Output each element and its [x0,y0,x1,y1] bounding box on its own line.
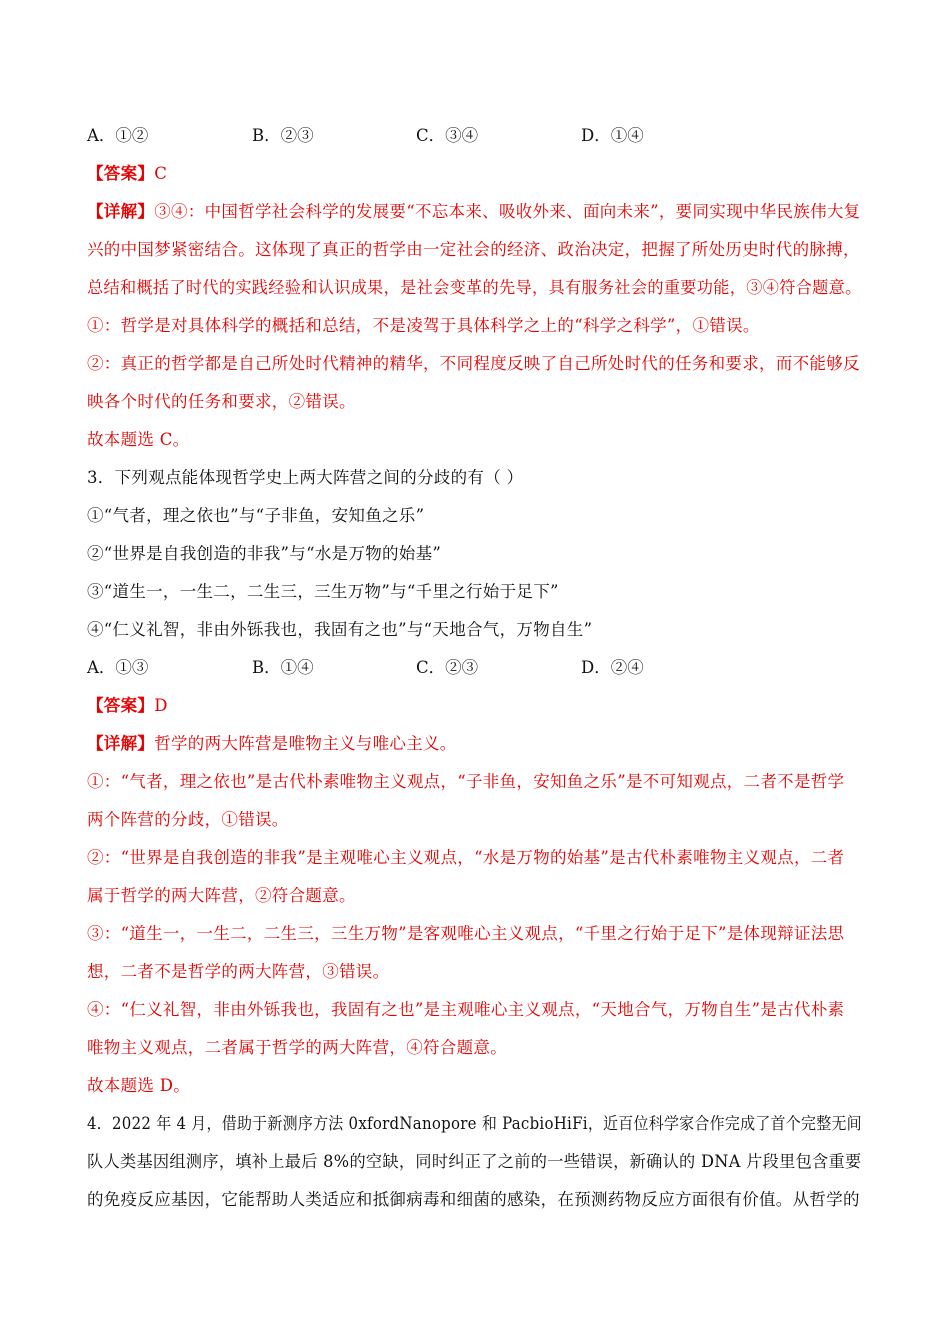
detail-text: 哲学的两大阵营是唯物主义与唯心主义。 [154,734,457,753]
q2-detail-line: ②：真正的哲学都是自己所处时代精神的精华，不同程度反映了自己所处时代的任务和要求，而不能够反 [87,354,860,373]
q2-conclusion: 故本题选 C。 [87,430,190,449]
q3-item: ③“道生一，一生二，二生三，三生万物”与“千里之行始于足下” [87,582,559,601]
answer-label: 【答案】 [87,696,155,715]
q2-option-c: C．③④ [416,126,479,145]
q3-detail-line: ③：“道生一，一生二，二生三，三生万物”是客观唯心主义观点，“千里之行始于足下”是体现辩证法思 [87,924,845,943]
q2-option-b: B．②③ [252,126,314,145]
q2-detail-line: 兴的中国梦紧密结合。这体现了真正的哲学由一定社会的经济、政治决定，把握了所处历史时代的脉搏， [87,240,860,259]
q3-detail-line [87,730,457,754]
q2-detail-line: 总结和概括了时代的实践经验和认识成果，是社会变革的先导，具有服务社会的重要功能，③④符合题意。 [87,278,862,297]
answer-value: D [154,696,168,715]
detail-text: ③④：中国哲学社会科学的发展要“不忘本来、吸收外来、面向未来”，要同实现中华民族伟大复 [154,202,861,221]
q3-detail-line: 属于哲学的两大阵营，②符合题意。 [87,886,356,905]
q2-answer [87,160,167,184]
q2-detail-line [87,198,860,222]
q2-option-d: D．①④ [581,126,644,145]
detail-label: 【详解】 [87,734,155,753]
answer-value: C [154,164,168,183]
q3-option-d: D．②④ [581,658,644,677]
q4-stem-line: 的免疫反应基因，它能帮助人类适应和抵御病毒和细菌的感染，在预测药物反应方面很有价值。从哲学的 [87,1190,860,1209]
q3-stem: 3．下列观点能体现哲学史上两大阵营之间的分歧的有（ ） [87,468,524,487]
q3-option-b: B．①④ [252,658,314,677]
q3-detail-line: 两个阵营的分歧，①错误。 [87,810,289,829]
q4-stem-line: 队人类基因组测序，填补上最后 8%的空缺，同时纠正了之前的一些错误，新确认的 DNA 片段里包含重要 [87,1152,862,1171]
q2-detail-line: 映各个时代的任务和要求，②错误。 [87,392,356,411]
q3-answer [87,692,168,716]
q3-option-c: C．②③ [416,658,479,677]
q3-conclusion: 故本题选 D。 [87,1076,191,1095]
q2-detail-line: ①：哲学是对具体科学的概括和总结，不是凌驾于具体科学之上的“科学之科学”，①错误。 [87,316,760,335]
q3-detail-line: 想，二者不是哲学的两大阵营，③错误。 [87,962,390,981]
q4-stem-line: 4．2022 年 4 月，借助于新测序方法 0xfordNanopore 和 PacbioHiFi，近百位科学家合作完成了首个完整无间 [87,1114,862,1133]
q3-option-a: A．①③ [87,658,149,677]
q3-detail-line: ①：“气者，理之依也”是古代朴素唯物主义观点，“子非鱼，安知鱼之乐”是不可知观点，二者不是哲学 [87,772,845,791]
q3-detail-line: ④：“仁义礼智，非由外铄我也，我固有之也”是主观唯心主义观点，“天地合气，万物自生”是古代朴素 [87,1000,845,1019]
q3-item: ②“世界是自我创造的非我”与“水是万物的始基” [87,544,442,563]
q3-detail-line: 唯物主义观点，二者属于哲学的两大阵营，④符合题意。 [87,1038,507,1057]
q2-option-a: A．①② [87,126,149,145]
detail-label: 【详解】 [87,202,155,221]
answer-label: 【答案】 [87,164,155,183]
q3-item: ①“气者，理之依也”与“子非鱼，安知鱼之乐” [87,506,425,525]
q3-detail-line: ②：“世界是自我创造的非我”是主观唯心主义观点，“水是万物的始基”是古代朴素唯物主义观点，二者 [87,848,845,867]
q3-item: ④“仁义礼智，非由外铄我也，我固有之也”与“天地合气，万物自生” [87,620,593,639]
